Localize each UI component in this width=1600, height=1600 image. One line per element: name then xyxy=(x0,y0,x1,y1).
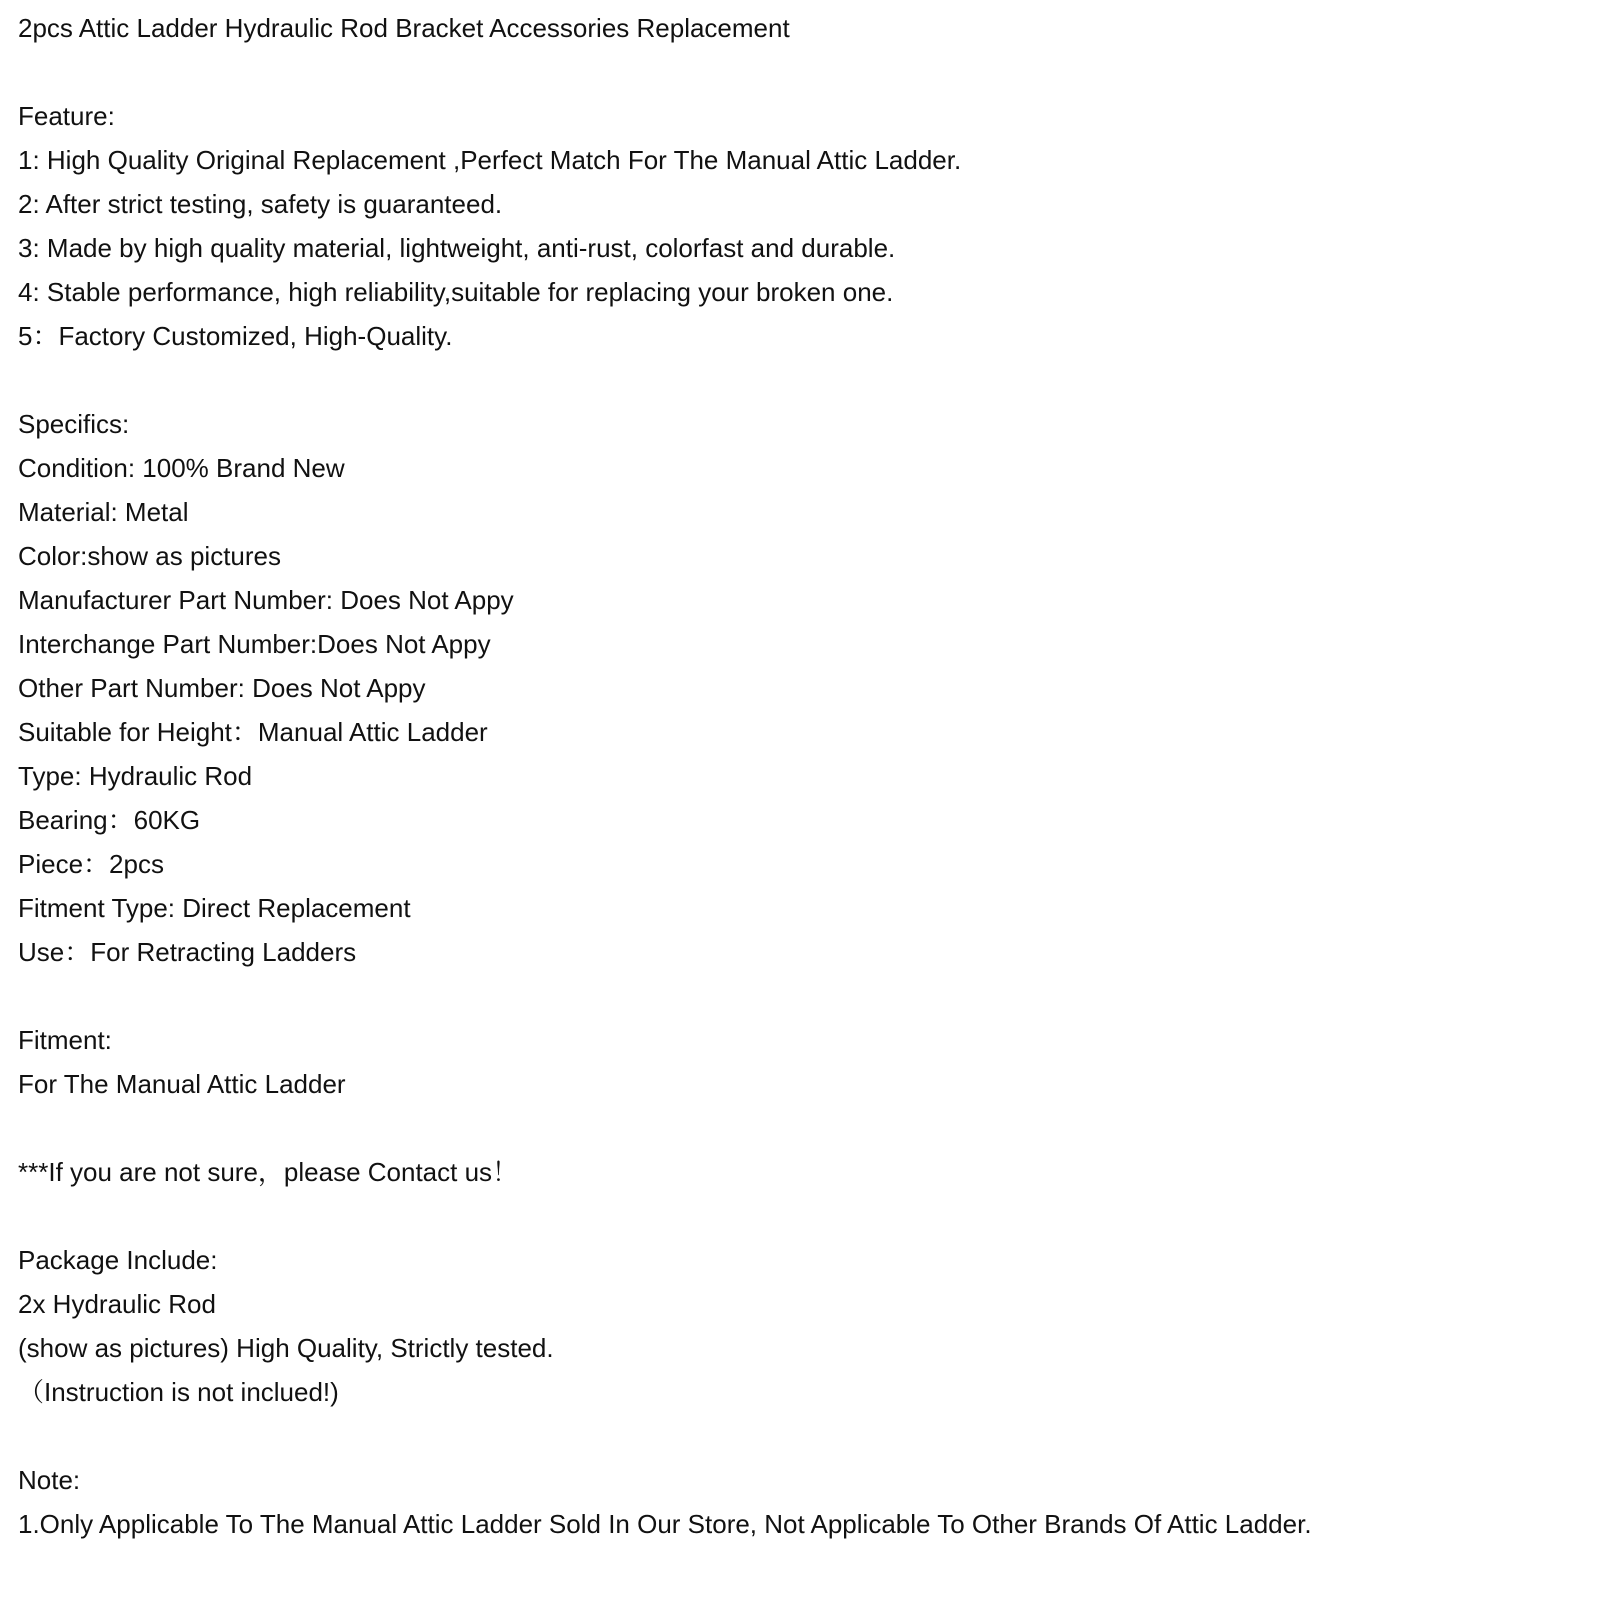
feature-item: 1: High Quality Original Replacement ,Perfect Match For The Manual Attic Ladder. xyxy=(18,145,962,175)
note-item: 1.Only Applicable To The Manual Attic Ladder Sold In Our Store, Not Applicable To Other Brands Of Attic Ladder. xyxy=(18,1509,1312,1539)
spec-item: Type: Hydraulic Rod xyxy=(18,761,253,791)
spacer xyxy=(18,978,1578,1022)
spec-item: Interchange Part Number:Does Not Appy xyxy=(18,629,491,659)
spacer xyxy=(18,1198,1578,1242)
product-title: 2pcs Attic Ladder Hydraulic Rod Bracket Accessories Replacement xyxy=(18,13,790,43)
feature-heading: Feature: xyxy=(18,101,115,131)
contact-note: ***If you are not sure，please Contact us！ xyxy=(18,1157,519,1187)
spec-item: Bearing：60KG xyxy=(18,805,201,835)
package-heading: Package Include: xyxy=(18,1245,218,1275)
fitment-text: For The Manual Attic Ladder xyxy=(18,1069,346,1099)
feature-item: 2: After strict testing, safety is guaranteed. xyxy=(18,189,503,219)
spec-item: Material: Metal xyxy=(18,497,189,527)
specifics-heading: Specifics: xyxy=(18,409,130,439)
spacer xyxy=(18,1418,1578,1462)
fitment-heading: Fitment: xyxy=(18,1025,112,1055)
spec-item: Piece：2pcs xyxy=(18,849,164,879)
package-item: (show as pictures) High Quality, Strictly tested. xyxy=(18,1333,554,1363)
spacer xyxy=(18,362,1578,406)
spacer xyxy=(18,1110,1578,1154)
feature-item: 3: Made by high quality material, lightweight, anti-rust, colorfast and durable. xyxy=(18,233,896,263)
note-heading: Note: xyxy=(18,1465,81,1495)
spec-item: Manufacturer Part Number: Does Not Appy xyxy=(18,585,514,615)
spec-item: Use：For Retracting Ladders xyxy=(18,937,357,967)
spec-item: Other Part Number: Does Not Appy xyxy=(18,673,426,703)
spacer xyxy=(18,54,1578,98)
feature-item: 5：Factory Customized, High-Quality. xyxy=(18,321,453,351)
feature-item: 4: Stable performance, high reliability,suitable for replacing your broken one. xyxy=(18,277,894,307)
package-item: （Instruction is not inclued!) xyxy=(18,1377,339,1407)
spec-item: Suitable for Height：Manual Attic Ladder xyxy=(18,717,488,747)
spec-item: Color:show as pictures xyxy=(18,541,281,571)
spec-item: Fitment Type: Direct Replacement xyxy=(18,893,411,923)
spec-item: Condition: 100% Brand New xyxy=(18,453,345,483)
product-description xyxy=(18,10,1578,1550)
package-item: 2x Hydraulic Rod xyxy=(18,1289,216,1319)
